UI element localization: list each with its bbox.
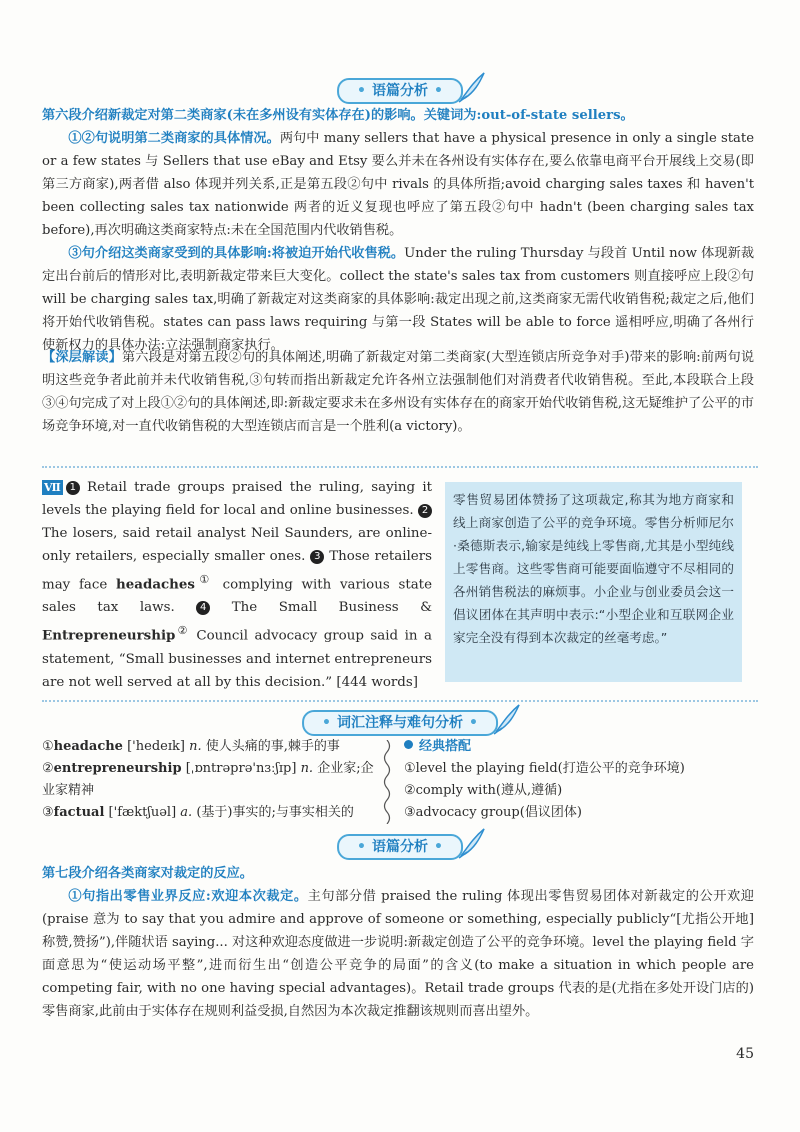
footnote-marker: ① [194,573,214,586]
quill-pen-icon [457,826,487,860]
quill-pen-icon [492,702,522,736]
vocab-list [42,736,374,824]
sentence-number-2-icon: 2 [418,504,432,518]
paragraph-heading: ①句指出零售业界反应:欢迎本次裁定。 [68,889,308,904]
paragraph-body: Under the ruling Thursday 与段首 Until now 体现新裁定出台前后的情形对比,表明新裁定带来巨大变化。collect the state's sales tax from customers 则直接呼应上段②句 will be charging sales tax,明确了新裁定对这类商家的具体影响:裁定出现之前,这类商家无需代收销售税;裁定之后,他们将开始代收销售税。states can pass laws requiring 与第一段 States will be able to force 遥相呼应,明确了各州行使新权力的具体办法:立法强制商家执行。 [42,246,755,353]
paragraph-heading: ①②句说明第二类商家的具体情况。 [68,131,280,146]
deep-reading-label: 【深层解读】 [42,350,122,365]
vocab-item: ②entrepreneurship [ˌɒntrəprə'nɜːʃɪp] n. 企业家;企业家精神 [42,761,374,798]
paragraph-body: 两句中 many sellers that have a physical presence in only a single state or a few states 与 Sellers that use eBay and Etsy 要么并未在各州设有实体存在,要么依靠电商平台开展线上交易(即第三方商家),两者借 also 体现并列关系,正是第五段②句中 rivals 的具体所指;avoid charging sales taxes 和 haven't been collecting sales tax nationwide 两者的近义复现也呼应了第五段②句中 hadn't (been charging sales tax before),再次明确这类商家特点:未在全国范围内代收销售税。 [42,131,755,238]
deep-reading-body: 第六段是对第五段②句的具体阐述,明确了新裁定对第二类商家(大型连锁店所竞争对手)带来的影响:前两句说明这些竞争者此前并未代收销售税,③句转而指出新裁定允许各州立法强制他们对消费者代收销售税。至此,本段联合上段③④句完成了对上段①②句的具体阐述,即:新裁定要求未在多州设有实体存在的商家开始代收销售税,这无疑维护了公平的市场竞争环境,对一直代收销售税的大型连锁店而言是一个胜利(a victory)。 [42,350,755,434]
collocation-item: ②comply with(遵从,遵循) [404,783,563,798]
sentence-number-1-icon: 1 [66,481,80,495]
vocab-word: headache [53,739,123,754]
analysis-banner: • 语篇分析 • [337,834,463,860]
sentence-number-4-icon: 4 [196,601,210,615]
word-count: [444 words] [336,674,418,690]
section6-intro: 第六段介绍新裁定对第二类商家(未在多州设有实体存在)的影响。关键词为:out-of-state sellers。 [42,108,634,123]
vocab-word-headaches: headaches [116,576,195,593]
sentence-2: The losers, said retail analyst Neil Saunders, are online-only retailers, especially smaller ones. [42,526,432,564]
sentence-4-start: The Small Business & [231,600,432,616]
quill-pen-icon [457,70,487,104]
sentence-3-end: complying with various state sales tax laws. [42,577,432,616]
translation-text: 零售贸易团体赞扬了这项裁定,称其为地方商家和线上商家创造了公平的竞争环境。零售分析师尼尔·桑德斯表示,输家是纯线上零售商,尤其是小型纯线上零售商。这些零售商可能要面临遵守不尽相同的各州销售税法的麻烦事。小企业与创业委员会这一倡议团体在其声明中表示:“小型企业和互联网企业家完全没有得到本次裁定的丝毫考虑。” [453,492,734,645]
collocations [404,736,754,824]
vocab-word: entrepreneurship [53,761,182,776]
section6-paragraph-1 [42,127,754,242]
page-number: 45 [736,1046,754,1062]
divider [42,700,758,702]
collocation-item: ①level the playing field(打造公平的竞争环境) [404,761,685,776]
section6-paragraph-2 [42,242,754,357]
squiggle-divider-icon [382,740,392,824]
deep-reading-paragraph [42,346,754,438]
vocab-banner: • 词汇注释与难句分析 • [302,710,498,736]
sentence-3-start: Those retailers may face [42,549,432,593]
analysis-banner: • 语篇分析 • [337,78,463,104]
divider [42,466,758,468]
collocations-title: 经典搭配 [419,739,472,754]
section7-paragraph-1 [42,885,754,1023]
vocab-item: ③factual ['fæktʃuəl] a. (基于)事实的;与事实相关的 [42,805,354,820]
collocation-item: ③advocacy group(倡议团体) [404,805,582,820]
sentence-4-end: Council advocacy group said in a statement, “Small businesses and internet entrepreneurs are not well served at all by this decision.” [42,628,432,690]
banner-title: 词汇注释与难句分析 [337,715,463,731]
sentence-1: Retail trade groups praised the ruling, saying it levels the playing field for local and online businesses. [42,480,432,518]
passage-paragraph-7 [42,476,432,694]
banner-title: 语篇分析 [372,839,428,855]
sentence-number-3-icon: 3 [310,550,324,564]
vocab-word: factual [53,805,105,820]
vocab-word-entrepreneurship: Entrepreneurship [42,627,176,644]
paragraph-body: 主句部分借 praised the ruling 体现出零售贸易团体对新裁定的公开欢迎(praise 意为 to say that you admire and approve of someone or something, especially publicly“[尤指公开地]称赞,赞扬”),伴随状语 saying... 对这种欢迎态度做进一步说明:新裁定创造了公平的竞争环境。level the playing field 字面意思为“使运动场平整”,进而衍生出“创造公平竞争的局面”的含义(to make a situation in which people are competing fair, with no one having special advantages)。Retail trade groups 代表的是(尤指在多处开设门店的)零售商家,此前由于实体存在规则利益受损,自然因为本次裁定推翻该规则而喜出望外。 [42,889,754,1019]
bullet-icon [404,740,413,749]
banner-title: 语篇分析 [372,83,428,99]
vocab-item: ①headache ['hedeɪk] n. 使人头痛的事,棘手的事 [42,739,340,754]
section7-intro: 第七段介绍各类商家对裁定的反应。 [42,866,253,881]
paragraph-mark: Ⅶ [44,481,61,494]
paragraph-heading: ③句介绍这类商家受到的具体影响:将被迫开始代收售税。 [68,246,405,261]
footnote-marker: ② [175,624,190,638]
translation-box [445,482,742,682]
